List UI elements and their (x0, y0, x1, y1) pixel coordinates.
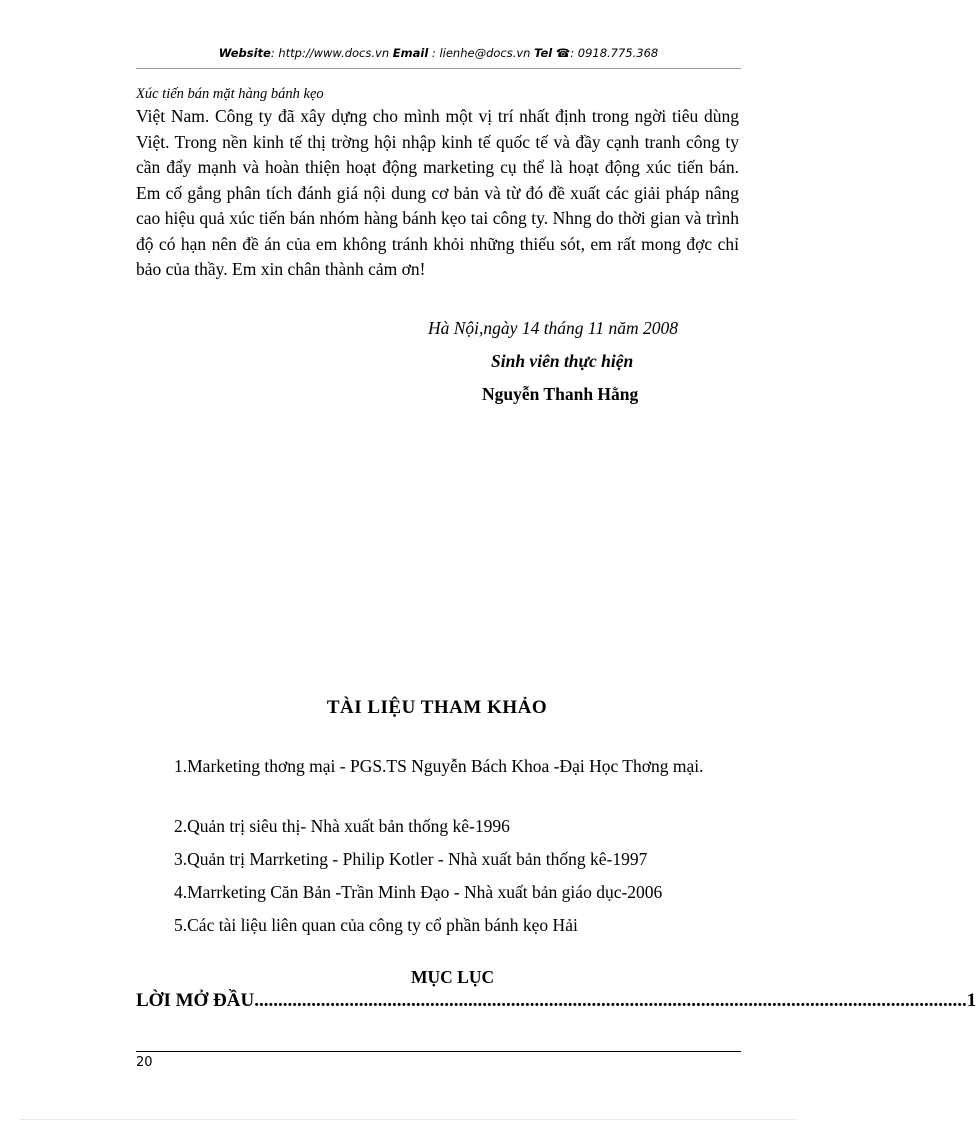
website-label: Website (218, 46, 271, 60)
footer-divider (136, 1051, 741, 1052)
reference-item: 4.Marrketing Căn Bản -Trần Minh Đạo - Nhà xuất bản giáo dục-2006 (174, 882, 663, 902)
reference-item: 1.Marketing thơng mại - PGS.TS Nguyễn Bách Khoa -Đại Học Thơng mại. (174, 756, 704, 776)
page-number: 20 (136, 1055, 153, 1070)
toc-entry-page: 1 (966, 990, 976, 1011)
page-header (136, 46, 741, 69)
conclusion-paragraph: Việt Nam. Công ty đã xây dựng cho mình một vị trí nhất định trong ngời tiêu dùng Việt. Trong nền kinh tế thị trờng hội nhập kinh tế quốc tế và đầy cạnh tranh công ty cần đẩy mạnh và hoàn thiện hoạt động marketing cụ thể là hoạt động xúc tiến bán. Em cố gắng phân tích đánh giá nội dung cơ bản và từ đó đề xuất các giải pháp nâng cao hiệu quả xúc tiến bán nhóm hàng bánh kẹo tai công ty. Nhng do thời gian và trình độ có hạn nên đề án của em không tránh khỏi những thiếu sót, em rất mong đợc chỉ bảo của thầy. Em xin chân thành cảm ơn! (136, 106, 739, 279)
toc-entry-label: LỜI MỞ ĐẦU (136, 990, 255, 1011)
section-title: Xúc tiến bán mặt hàng bánh kẹo (136, 86, 324, 102)
signature-date: Hà Nội,ngày 14 tháng 11 năm 2008 (428, 318, 679, 338)
signature-role: Sinh viên thực hiện (491, 351, 634, 371)
phone-icon: ☎ (555, 46, 571, 60)
toc-title: MỤC LỤC (411, 967, 495, 987)
page-bottom-border (20, 1119, 796, 1120)
email-address: : lienhe@docs.vn (428, 46, 535, 60)
toc-entry[interactable] (136, 990, 976, 1012)
toc-leader-dots: ...................................................................................................................................................... (254, 990, 967, 1011)
reference-item: 3.Quản trị Marrketing - Philip Kotler - Nhà xuất bản thống kê-1997 (174, 849, 648, 869)
reference-item: 2.Quản trị siêu thị- Nhà xuất bản thống kê-1996 (174, 816, 510, 836)
signature-name: Nguyễn Thanh Hằng (482, 384, 639, 404)
tel-label: Tel (534, 46, 553, 60)
tel-number: : 0918.775.368 (570, 46, 659, 60)
references-title: TÀI LIỆU THAM KHẢO (326, 697, 548, 718)
reference-item: 5.Các tài liệu liên quan của công ty cổ phần bánh kẹo Hải (174, 915, 578, 935)
website-url: : http://www.docs.vn (270, 46, 393, 60)
email-label: Email (392, 46, 429, 60)
